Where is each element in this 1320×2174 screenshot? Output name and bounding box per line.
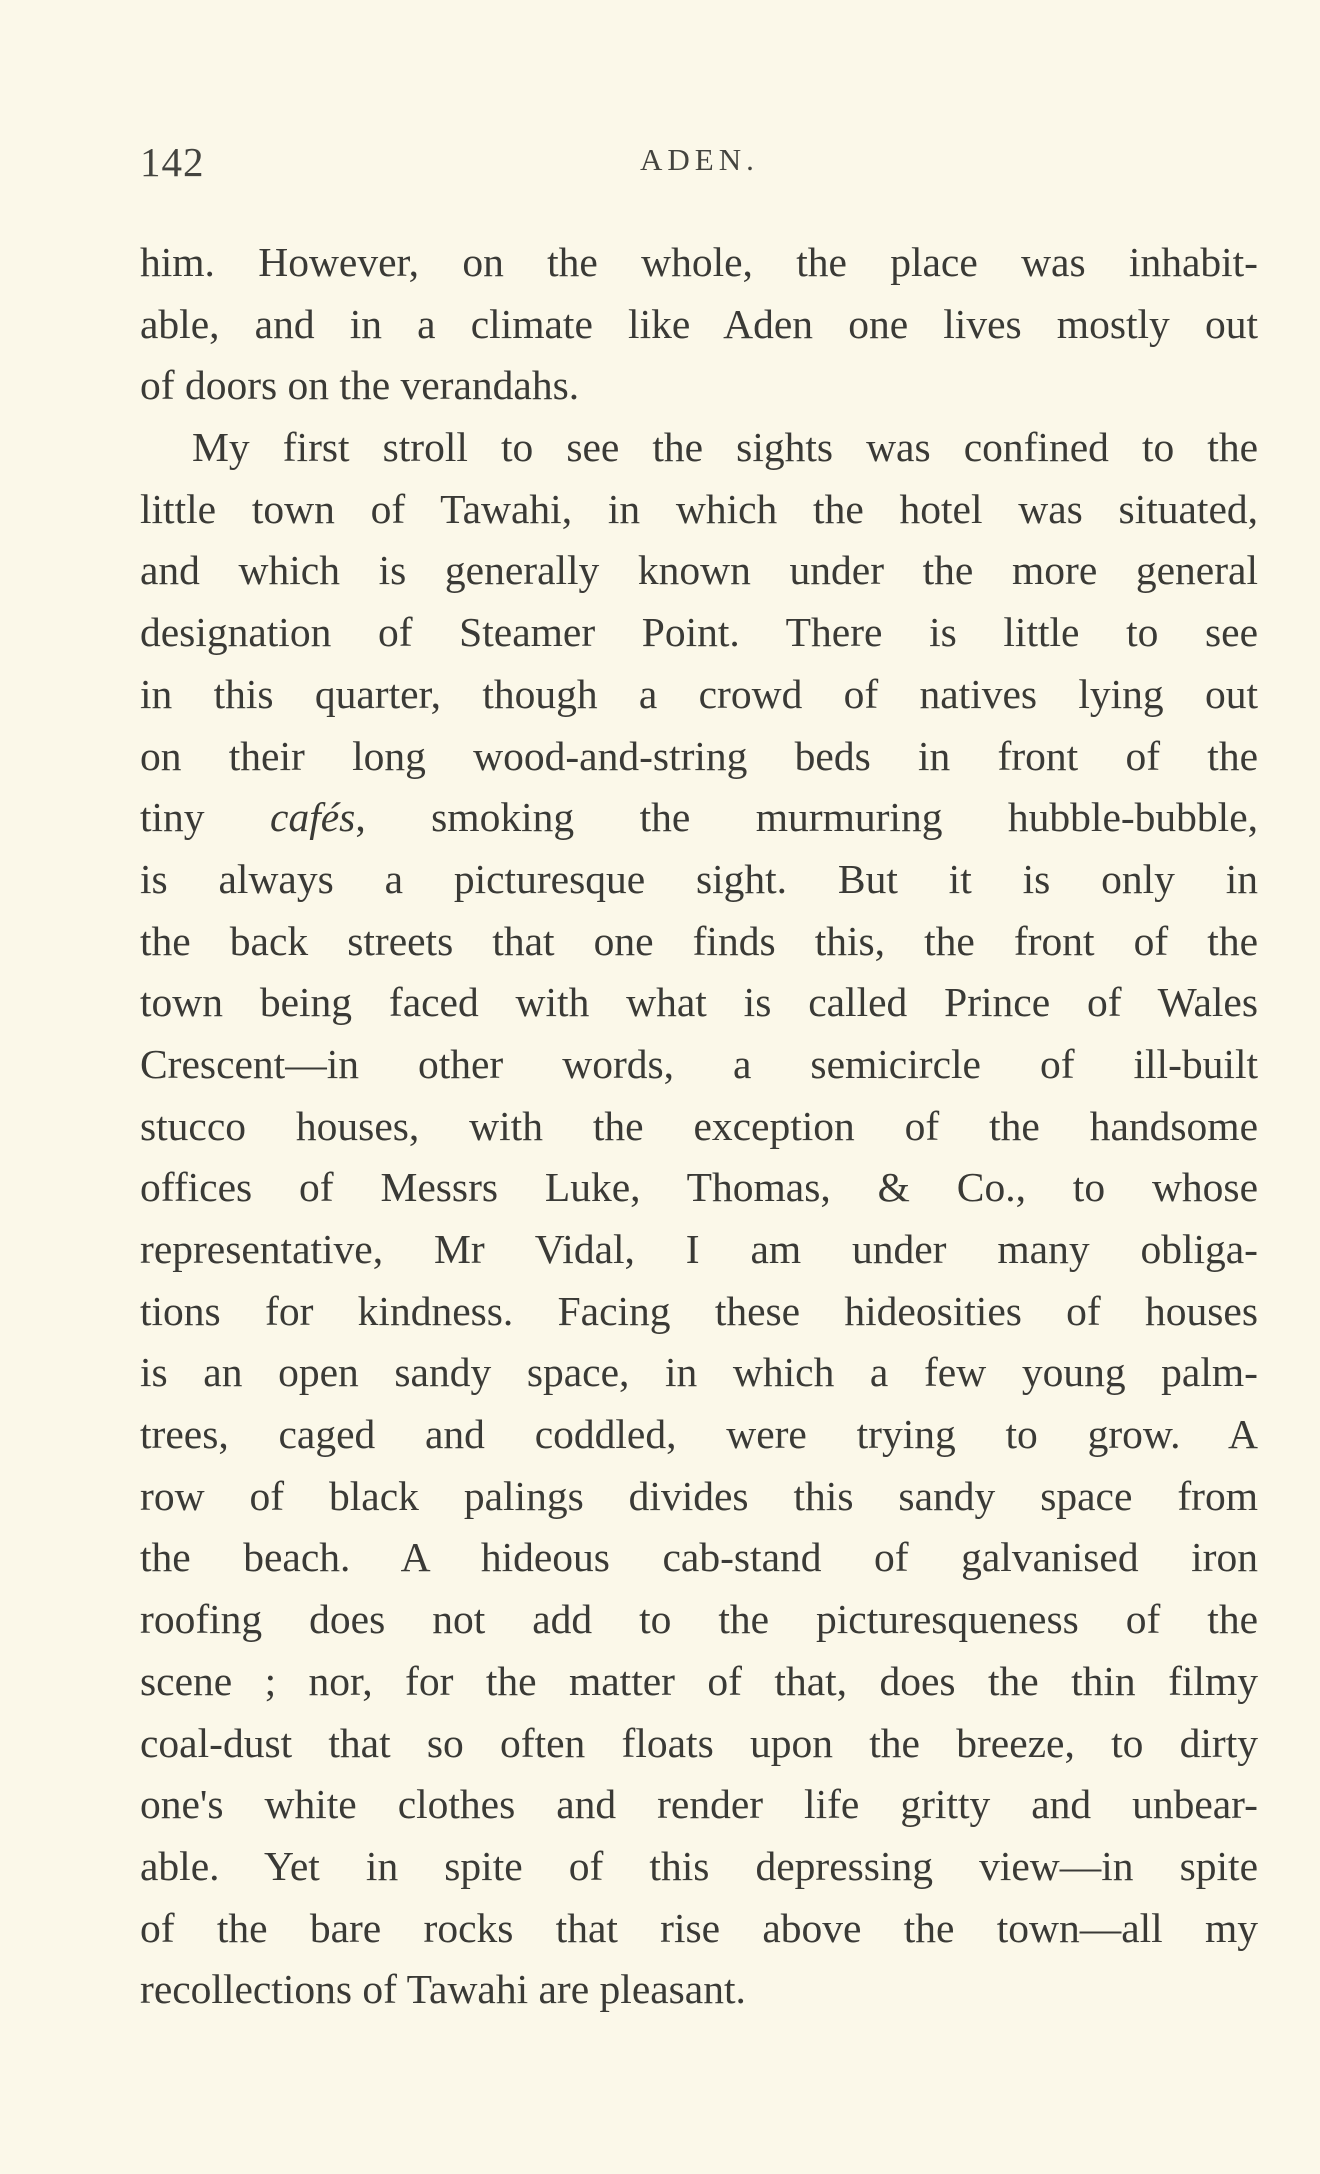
text-line: on their long wood-and-string beds in front of the bbox=[140, 732, 1258, 779]
text-line: recollections of Tawahi are pleasant. bbox=[140, 1966, 746, 2013]
text-line: able, and in a climate like Aden one lives mostly out bbox=[140, 300, 1258, 347]
text-line-with-italic bbox=[140, 787, 1258, 849]
italic-word: cafés bbox=[270, 794, 356, 841]
text-line: row of black palings divides this sandy space from bbox=[140, 1472, 1258, 1519]
text-line: Crescent—in other words, a semicircle of ill-built bbox=[140, 1040, 1258, 1087]
text-line: stucco houses, with the exception of the handsome bbox=[140, 1102, 1258, 1149]
text-line: of doors on the verandahs. bbox=[140, 362, 580, 409]
text-line: him. However, on the whole, the place was inhabit- bbox=[140, 239, 1258, 285]
page-number: 142 bbox=[140, 139, 205, 185]
text-line: scene ; nor, for the matter of that, does the thin filmy bbox=[140, 1657, 1258, 1704]
text-line: little town of Tawahi, in which the hotel was situated, bbox=[140, 485, 1258, 532]
text-line: the beach. A hideous cab-stand of galvanised iron bbox=[140, 1534, 1258, 1581]
text-segment: , smoking the murmuring hubble-bubble, bbox=[355, 794, 1259, 841]
running-title: ADEN. bbox=[640, 142, 759, 177]
text-line: designation of Steamer Point. There is little to see bbox=[140, 609, 1258, 656]
running-head bbox=[140, 138, 1260, 188]
text-segment: tiny bbox=[140, 794, 271, 841]
text-line: roofing does not add to the picturesqueness of the bbox=[140, 1596, 1258, 1643]
text-line: able. Yet in spite of this depressing view—in spite bbox=[140, 1842, 1258, 1889]
text-line: coal-dust that so often floats upon the breeze, to dirty bbox=[140, 1719, 1258, 1766]
text-line: trees, caged and coddled, were trying to grow. A bbox=[140, 1411, 1258, 1458]
text-line: the back streets that one finds this, the front of the bbox=[140, 917, 1258, 964]
text-line: representative, Mr Vidal, I am under many obliga- bbox=[140, 1226, 1258, 1272]
text-line: and which is generally known under the more general bbox=[140, 547, 1258, 594]
text-line: My first stroll to see the sights was confined to the bbox=[192, 424, 1258, 471]
text-line: of the bare rocks that rise above the town—all my bbox=[140, 1904, 1258, 1951]
text-line: tions for kindness. Facing these hideosities of houses bbox=[140, 1287, 1258, 1334]
text-line: one's white clothes and render life gritty and unbear- bbox=[140, 1781, 1258, 1828]
text-line: is an open sandy space, in which a few young palm- bbox=[140, 1349, 1258, 1396]
body-text bbox=[140, 232, 1258, 2021]
text-line: town being faced with what is called Prince of Wales bbox=[140, 979, 1258, 1026]
text-line: is always a picturesque sight. But it is only in bbox=[140, 855, 1258, 902]
text-line: offices of Messrs Luke, Thomas, & Co., to whose bbox=[140, 1164, 1258, 1211]
text-line: in this quarter, though a crowd of natives lying out bbox=[140, 670, 1258, 717]
